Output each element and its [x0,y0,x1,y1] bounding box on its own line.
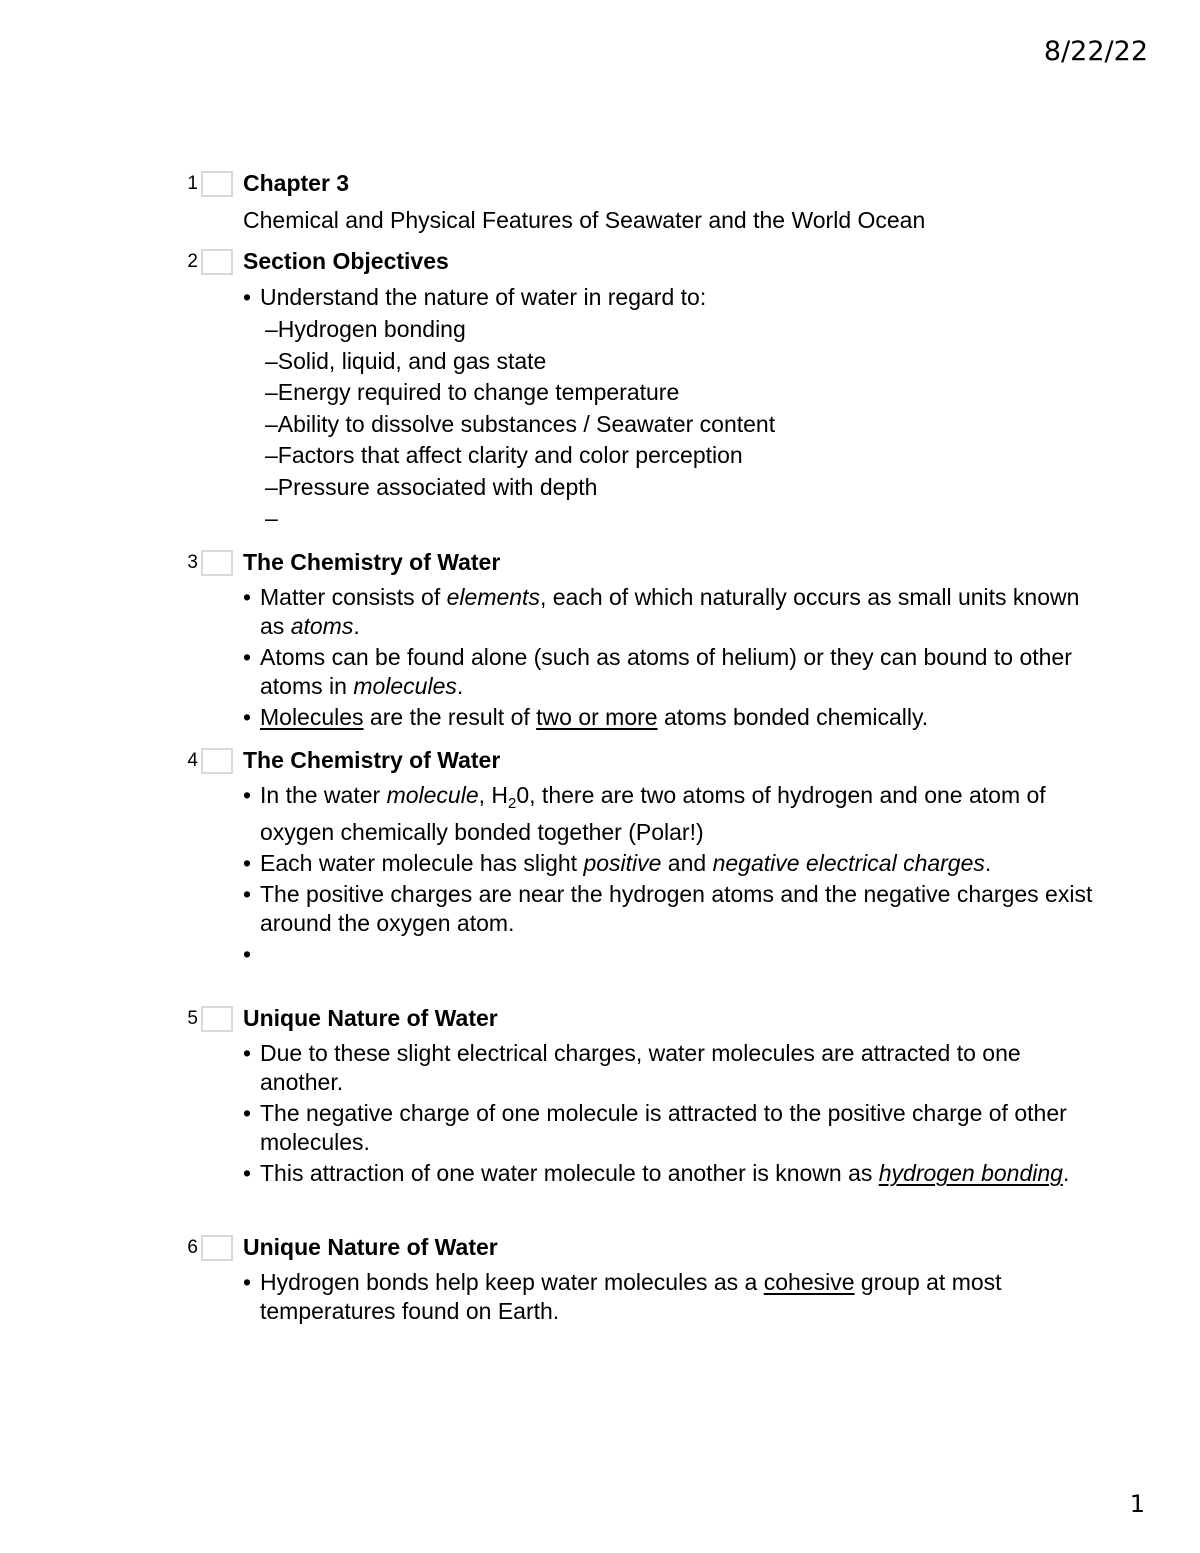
slide-thumbnail-placeholder [201,550,233,576]
slide-thumbnail-placeholder [201,171,233,197]
page-number: 1 [1129,1490,1145,1518]
dash-item: –Factors that affect clarity and color perception [265,442,743,468]
slide-title: The Chemistry of Water [243,747,501,773]
bullet-item: • The positive charges are near the hydrogen atoms and the negative charges exist around the oxygen atom. [243,880,1103,938]
bullet-item-empty [243,940,1103,969]
bullet-item: • Hydrogen bonds help keep water molecules as a cohesive group at most temperatures found on Earth. [243,1268,1103,1326]
slide-title: Chapter 3 [243,170,350,196]
slide-number: 2 [187,251,198,272]
dash-item: –Pressure associated with depth [265,473,598,500]
document-date: 8/22/22 [1043,36,1148,67]
bullet-item: • Matter consists of elements, each of which naturally occurs as small units known as atoms. [243,583,1103,641]
slide-title: Section Objectives [243,248,449,274]
dash-item: –Energy required to change temperature [265,379,680,405]
bullet-item: • In the water molecule, $H_20$, there are two atoms of hydrogen and one atom of oxygen chemically bonded together (Polar!) [243,781,1103,847]
slide-number: 1 [187,173,198,194]
bullet-item: • The negative charge of one molecule is attracted to the positive charge of other molecules. [243,1099,1103,1157]
slide-number: 4 [187,750,198,771]
slide-title: Unique Nature of Water [243,1005,498,1031]
bullet-item: • Atoms can be found alone (such as atoms of helium) or they can bound to other atoms in molecules. [243,643,1103,701]
dash-item: – [265,505,278,531]
dash-item: –Hydrogen bonding [265,316,466,342]
slide-title: Unique Nature of Water [243,1234,498,1260]
slide-thumbnail-placeholder [201,1006,233,1032]
slide-subtitle: Chemical and Physical Features of Seawater and the World Ocean [243,207,926,233]
bullet-item: • Due to these slight electrical charges, water molecules are attracted to one another. [243,1039,1103,1097]
slide-thumbnail-placeholder [201,249,233,275]
slide-number: 3 [187,552,198,573]
bullet-item: • Understand the nature of water in regard to: [243,280,1103,314]
slide-number: 5 [187,1008,198,1029]
bullet-item: • Molecules are the result of two or more atoms bonded chemically. [243,703,1103,732]
slide-number: 6 [187,1237,198,1258]
bullet-item: • Each water molecule has slight positive and negative electrical charges. [243,849,1103,878]
bullet-item: • This attraction of one water molecule to another is known as hydrogen bonding. [243,1159,1103,1188]
dash-item: –Ability to dissolve substances / Seawater content [265,410,776,437]
slide-thumbnail-placeholder [201,748,233,774]
dash-item: –Solid, liquid, and gas state [265,347,547,374]
slide-title: The Chemistry of Water [243,549,501,575]
slide-thumbnail-placeholder [201,1235,233,1261]
